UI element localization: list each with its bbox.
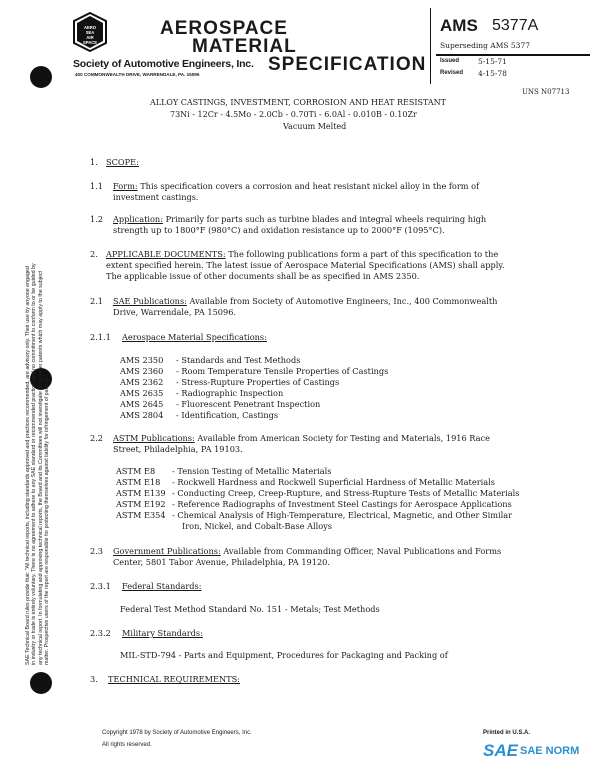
title-line-2: 73Ni - 12Cr - 4.5Mo - 2.0Cb - 0.70Ti - 6.0Al - 0.010B - 0.10Zr [170,110,417,119]
astm-code: ASTM E192 [116,499,166,509]
ams-label: AMS [440,16,478,35]
logo-word: AERO [83,25,97,30]
section-number: 2.3.2 [90,628,111,638]
sae-logo-icon [73,12,107,52]
section-text: MIL-STD-794 - Parts and Equipment, Procedures for Packaging and Packing of [120,650,448,660]
org-name: Society of Automotive Engineers, Inc. [73,58,254,70]
list-item [120,366,388,376]
section-text: Available from American Society for Testing and Materials, 1916 Race [197,433,490,443]
section-number: 2.1 [90,296,104,306]
ams-code: AMS 2804 [120,410,164,420]
ams-code: AMS 2645 [120,399,164,409]
copyright-notice: Copyright 1978 by Society of Automotive Engineers, Inc. [102,730,252,736]
watermark-text: SAE NORM [520,745,580,757]
punch-hole-top [30,66,52,88]
watermark-logo: SAE [483,741,518,760]
astm-code: ASTM E18 [116,477,161,487]
org-address: 400 COMMONWEALTH DRIVE, WARRENDALE, PA. 15096 [75,72,200,77]
ams-desc: - Stress-Rupture Properties of Castings [176,377,340,387]
section-text: strength up to 1800°F (980°C) and oxidation resistance up to 2000°F (1095°C). [113,225,445,235]
section-number: 1.2 [90,214,104,224]
ams-code: AMS 2350 [120,355,164,365]
disclaimer-line: any technical report. In formulating and approving technical reports, the Board and its Committees will not investigate or consider patents which may apply to the subject [38,271,44,665]
list-item [116,466,331,476]
section-heading-ams: Aerospace Material Specifications: [122,332,267,342]
list-item [116,510,512,520]
section-number: 2. [90,249,98,259]
list-item [120,377,339,387]
disclaimer-line: matter. Prospective users of the report are responsible for protecting themselves against liability for infringement of patents." [44,374,51,665]
title-line-1: ALLOY CASTINGS, INVESTMENT, CORROSION AND HEAT RESISTANT [150,98,446,107]
list-item [116,488,519,498]
section-heading-military-standards: Military Standards: [122,628,203,638]
section-number: 2.1.1 [90,332,111,342]
ams-number: 5377A [492,17,539,34]
section-number: 1. [90,157,98,167]
section-text: Drive, Warrendale, PA 15096. [113,307,237,317]
section-title-applicable-documents: APPLICABLE DOCUMENTS: [106,249,226,259]
list-item [120,388,283,398]
section-text: Primarily for parts such as turbine blades and integral wheels requiring high [165,214,487,224]
section-number: 2.2 [90,433,104,443]
logo-word: SPACE [82,40,98,45]
header-title-material: MATERIAL [192,36,297,57]
ams-desc: - Room Temperature Tensile Properties of Castings [176,366,389,376]
list-item [116,499,512,509]
printed-notice: Printed in U.S.A. [483,730,531,736]
header-title-aerospace: AEROSPACE [160,18,288,39]
section-heading-application: Application: [113,214,163,224]
section-title-scope: SCOPE: [106,157,139,167]
section-text: The applicable issue of other documents shall be as specified in AMS 2350. [106,271,420,281]
revised-date: 4-15-78 [478,69,507,78]
section-heading-government-publications: Government Publications: [113,546,221,556]
section-text: Street, Philadelphia, PA 19103. [113,444,243,454]
section-text: Federal Test Method Standard No. 151 - Metals; Test Methods [120,604,380,614]
sae-disclaimer [25,145,51,665]
section-text: The following publications form a part of this specification to the [228,249,499,259]
section-text: Available from Commanding Officer, Naval Publications and Forms [223,546,502,556]
list-item [120,399,320,409]
section-number: 3. [90,674,98,684]
section-heading-form: Form: [113,181,138,191]
list-item-continuation: Iron, Nickel, and Cobalt-Base Alloys [182,521,332,531]
revised-label: Revised [440,70,464,76]
superseding-note: Superseding AMS 5377 [440,41,530,50]
section-text: investment castings. [113,192,199,202]
list-item [120,355,300,365]
list-item [120,410,278,420]
section-number: 2.3 [90,546,104,556]
section-text: extent specified herein. The latest issue of Aerospace Material Specifications (AMS) shall apply. [106,260,505,270]
astm-desc: - Rockwell Hardness and Rockwell Superficial Hardness of Metallic Materials [172,477,495,487]
section-number: 1.1 [90,181,104,191]
ams-code: AMS 2360 [120,366,164,376]
issued-label: Issued [440,58,460,64]
astm-desc: - Reference Radiographs of Investment Steel Castings for Aerospace Applications [172,499,512,509]
superseding-rule [436,54,590,56]
ams-desc: - Identification, Castings [176,410,279,420]
uns-number: UNS N07713 [522,88,570,96]
ams-desc: - Radiographic Inspection [176,388,284,398]
section-text: Center, 5801 Tabor Avenue, Philadelphia, PA 19120. [113,557,330,567]
disclaimer-line: SAE Technical Board rules provide that: "All technical reports, including standards approved and practices recommended, are advisory only. Their use by anyone engaged [25,266,32,665]
section-number: 2.3.1 [90,581,111,591]
section-heading-sae-publications: SAE Publications: [113,296,187,306]
section-title-technical-requirements: TECHNICAL REQUIREMENTS: [108,674,240,684]
ams-desc: - Standards and Test Methods [176,355,301,365]
astm-code: ASTM E8 [116,466,156,476]
ams-desc: - Fluorescent Penetrant Inspection [176,399,321,409]
issued-date: 5-15-71 [478,57,507,66]
logo-word: SEA [85,30,95,35]
section-heading-federal-standards: Federal Standards: [122,581,202,591]
ams-code: AMS 2362 [120,377,164,387]
title-line-3: Vacuum Melted [283,122,347,131]
astm-code: ASTM E354 [116,510,166,520]
section-heading-astm-publications: ASTM Publications: [113,433,195,443]
disclaimer-line: in industry or trade is entirely voluntary. There is no agreement to adhere to any SAE standard or recommended practice, and no commitment to conform to or be guided by [31,263,38,665]
ams-code: AMS 2635 [120,388,164,398]
astm-desc: - Tension Testing of Metallic Materials [172,466,332,476]
section-text: This specification covers a corrosion and heat resistant nickel alloy in the form of [140,181,480,191]
astm-desc: - Chemical Analysis of High-Temperature, Electrical, Magnetic, and Other Similar [172,510,513,520]
astm-code: ASTM E139 [116,488,166,498]
rights-notice: All rights reserved. [102,742,152,748]
list-item [116,477,495,487]
logo-word: AIR [86,35,94,40]
section-text: Available from Society of Automotive Engineers, Inc., 400 Commonwealth [189,296,498,306]
punch-hole-bottom [30,672,52,694]
astm-desc: - Conducting Creep, Creep-Rupture, and Stress-Rupture Tests of Metallic Materials [172,488,520,498]
header-title-specification: SPECIFICATION [268,54,427,75]
